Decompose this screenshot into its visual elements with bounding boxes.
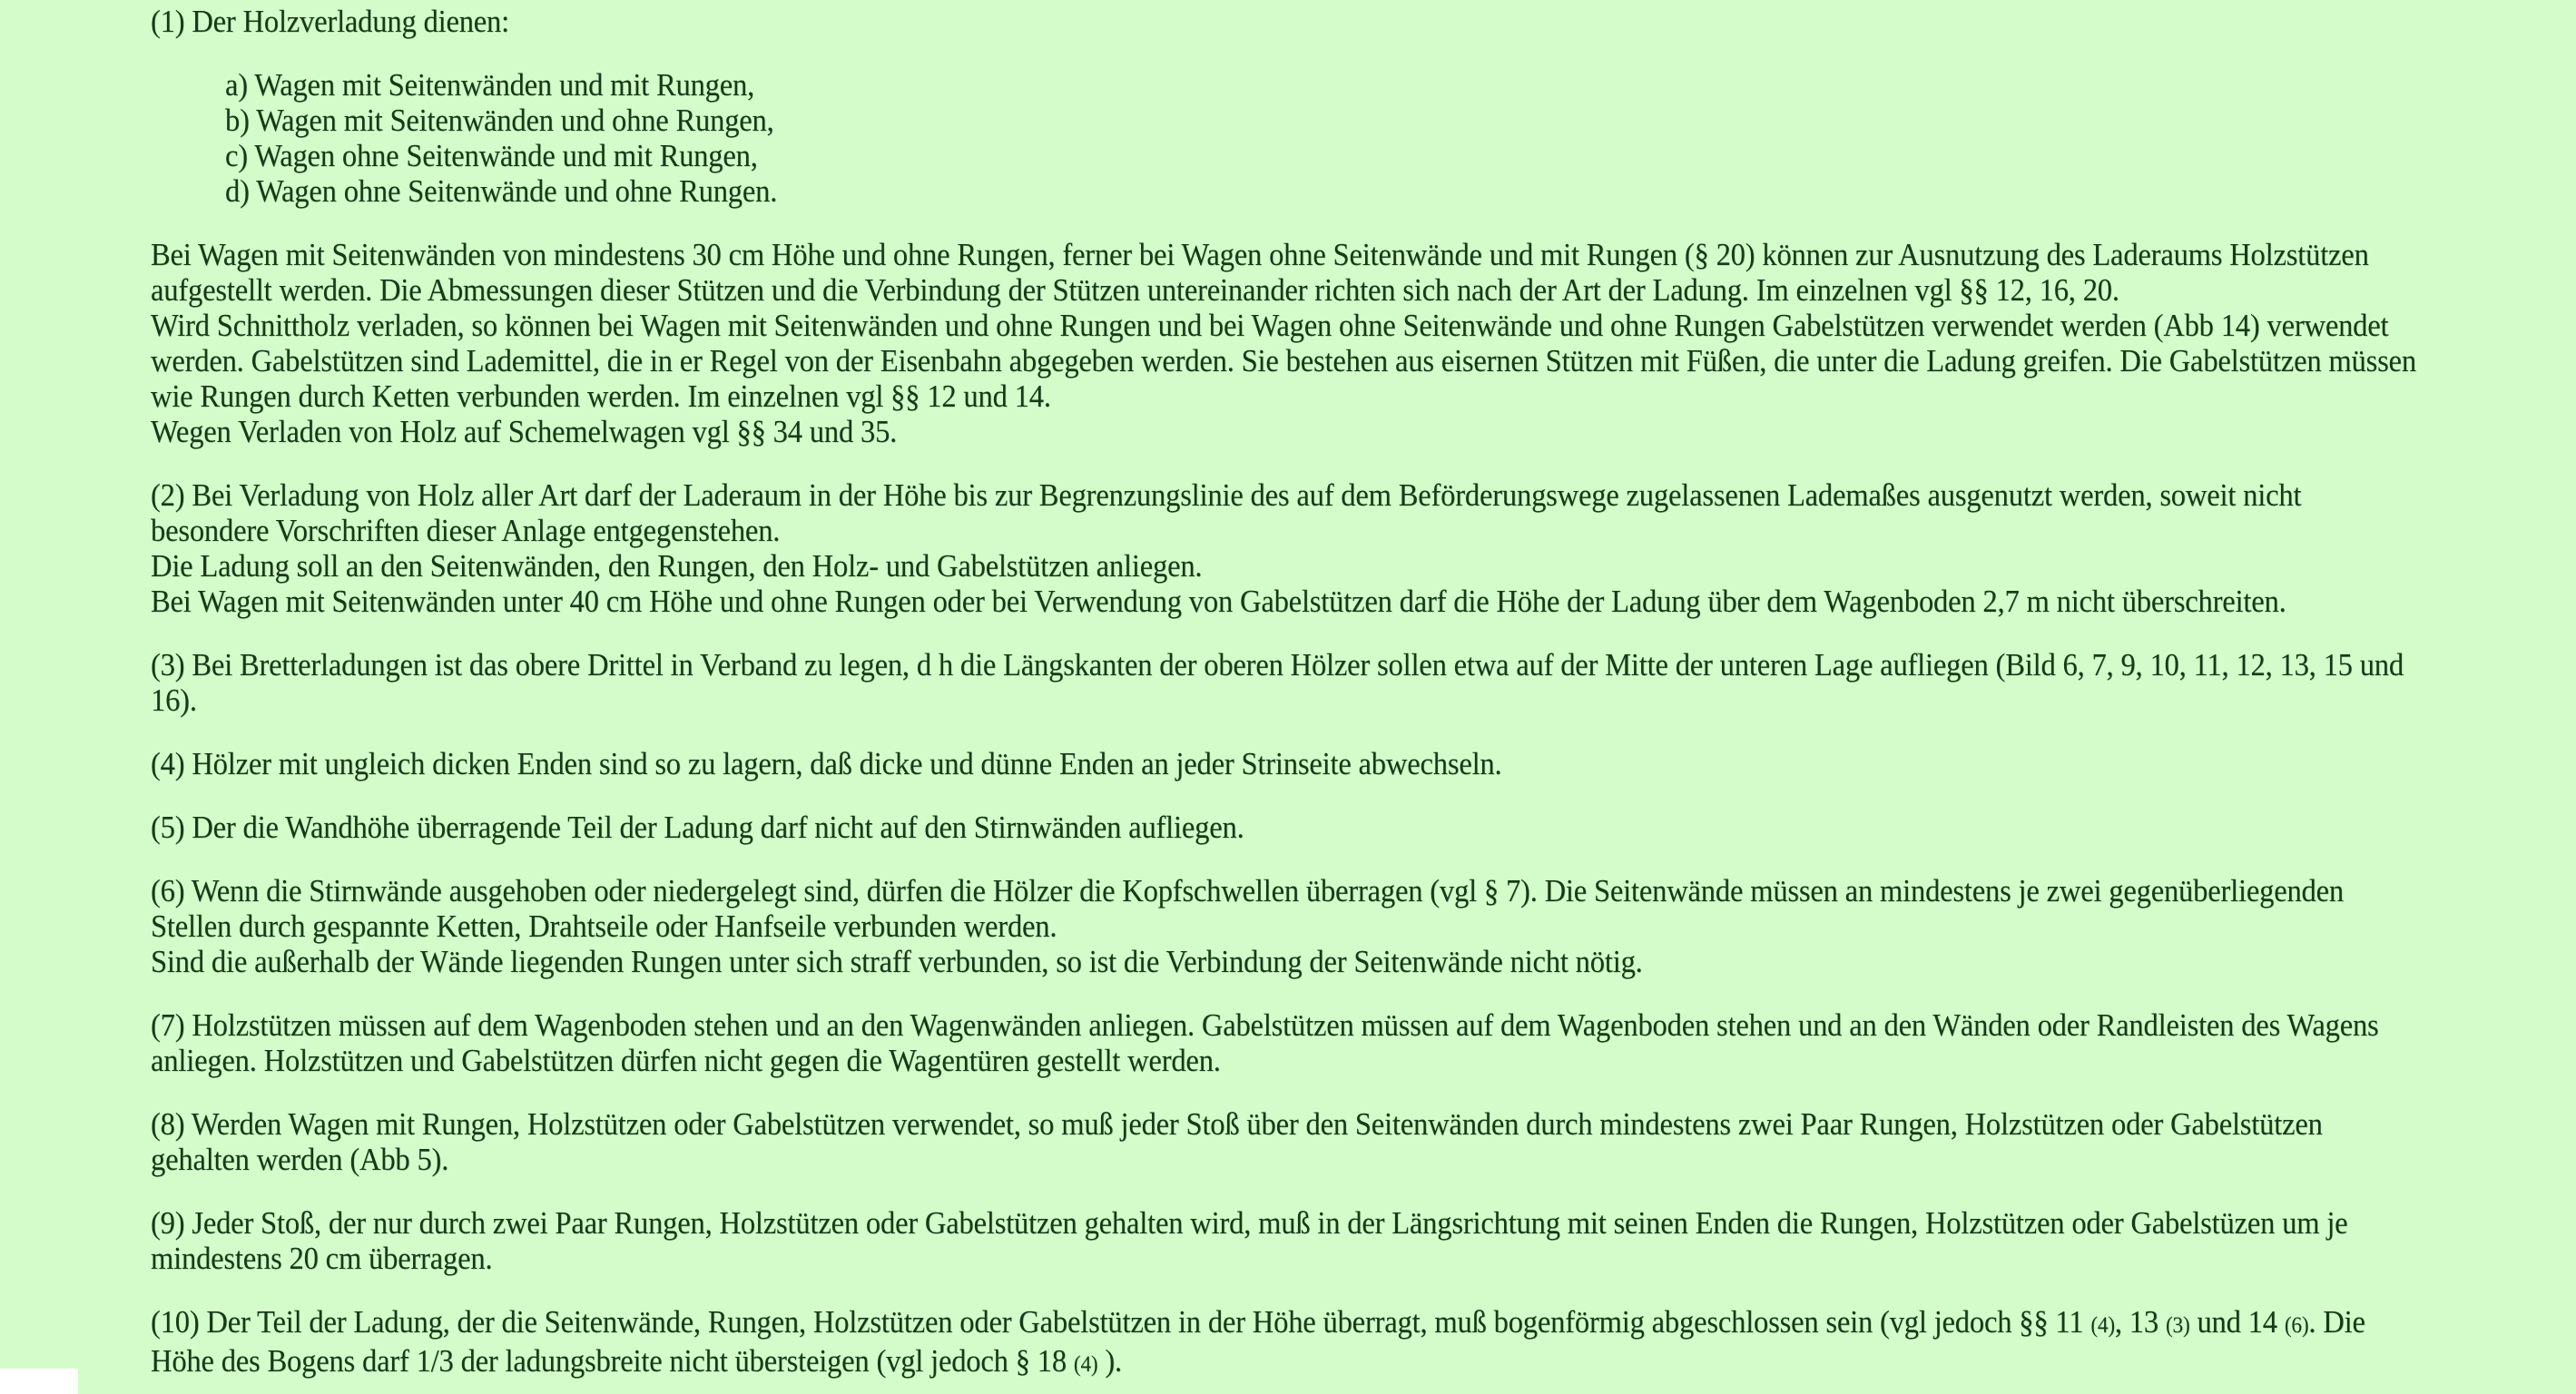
text-line [151,1142,2373,1177]
text-line [151,4,2373,39]
text-segment: (9) Jeder Stoß, der nur durch zwei Paar Rungen, Holzstützen oder Gabelstützen gehalten wird, muß in der Längsrichtung mit seinen Enden die Rungen, Holzstützen oder Gabelstüzen um je [151,1205,2348,1241]
text-segment: , 13 [2114,1304,2166,1340]
paragraph-7 [151,1007,2540,1078]
text-line [151,513,2373,548]
paragraph-8 [151,1106,2540,1177]
text-segment: Die Ladung soll an den Seitenwänden, den Rungen, den Holz- und Gabelstützen anliegen. [151,548,1203,584]
paragraph-1-body [151,237,2540,449]
paragraph-1-intro [151,4,2540,39]
text-segment: Bei Wagen mit Seitenwänden unter 40 cm Höhe und ohne Rungen oder bei Verwendung von Gabelstützen darf die Höhe der Ladung über dem Wagenboden 2,7 m nicht überschreiten. [151,584,2286,619]
text-line [151,308,2389,343]
paragraph-ref-small: (3) [2165,1313,2190,1338]
text-line [151,237,2373,272]
paragraph-ref-small: (6) [2284,1313,2309,1338]
text-segment: (6) Wenn die Stirnwände ausgehoben oder niedergelegt sind, dürfen die Hölzer die Kopfschwellen überragen (vgl § 7). Die Seitenwände müssen an mindestens je zwei gegenüberliegenden [151,873,2345,908]
text-line [151,810,2373,845]
text-segment: (7) Holzstützen müssen auf dem Wagenboden stehen und an den Wagenwänden anliegen. Gabelstützen müssen auf dem Wagenboden stehen und an den Wänden oder Randleisten des Wagens [151,1007,2379,1043]
paragraph-10 [151,1304,2540,1382]
text-line [151,548,2373,584]
text-segment: b) Wagen mit Seitenwänden und ohne Rungen, [225,103,774,138]
text-segment: Bei Wagen mit Seitenwänden von mindestens 30 cm Höhe und ohne Rungen, ferner bei Wagen ohne Seitenwände und mit Rungen (§ 20) können zur Ausnutzung des Laderaums Holzstützen [151,237,2369,272]
scan-edge-artifact [0,1369,78,1394]
text-segment: mindestens 20 cm überragen. [151,1241,493,1276]
text-line [151,343,2416,378]
text-line [151,477,2373,513]
paragraph-ref-small: (4) [2090,1313,2115,1338]
text-line [151,1343,2373,1382]
text-segment: (4) Hölzer mit ungleich dicken Enden sind so zu lagern, daß dicke und dünne Enden an jeder Strinseite abwechseln. [151,746,1502,781]
document-body [151,4,2540,1382]
text-segment: Höhe des Bogens darf 1/3 der ladungsbreite nicht übersteigen (vgl jedoch § 18 [151,1343,1074,1379]
text-line [151,1241,2373,1276]
text-segment: a) Wagen mit Seitenwänden und mit Rungen, [225,67,755,103]
text-segment: Sind die außerhalb der Wände liegenden Rungen unter sich straff verbunden, so ist die Verbindung der Seitenwände nicht nötig. [151,944,1643,979]
text-line [151,1205,2373,1241]
text-segment: aufgestellt werden. Die Abmessungen dieser Stützen und die Verbindung der Stützen untereinander richten sich nach der Art der Ladung. Im einzelnen vgl §§ 12, 16, 20. [151,272,2119,308]
text-line [151,746,2373,781]
paragraph-2 [151,477,2540,619]
text-segment: (5) Der die Wandhöhe überragende Teil der Ladung darf nicht auf den Stirnwänden aufliegen. [151,810,1244,845]
text-line [225,138,2378,173]
text-segment: ). [1097,1343,1123,1379]
text-segment: (8) Werden Wagen mit Rungen, Holzstützen oder Gabelstützen verwendet, so muß jeder Stoß über den Seitenwänden durch mindestens zwei Paar Rungen, Holzstützen oder Gabelstützen [151,1106,2323,1142]
text-segment: gehalten werden (Abb 5). [151,1142,449,1177]
text-segment: (2) Bei Verladung von Holz aller Art darf der Laderaum in der Höhe bis zur Begrenzungslinie des auf dem Beförderungswege zugelassenen Lademaßes ausgenutzt werden, soweit nicht [151,477,2302,513]
text-segment: Wegen Verladen von Holz auf Schemelwagen vgl §§ 34 und 35. [151,414,898,449]
text-line [151,584,2373,619]
text-segment: werden. Gabelstützen sind Lademittel, die in er Regel von der Eisenbahn abgegeben werden. Sie bestehen aus eisernen Stützen mit Füßen, die unter die Ladung greifen. Die Gabelstützen müssen [151,343,2416,378]
text-segment: c) Wagen ohne Seitenwände und mit Rungen, [225,138,758,173]
text-segment: anliegen. Holzstützen und Gabelstützen dürfen nicht gegen die Wagentüren gestellt werden. [151,1043,1221,1078]
text-line [151,1043,2373,1078]
text-line [151,272,2373,308]
text-segment: (1) Der Holzverladung dienen: [151,4,510,39]
paragraph-5 [151,810,2540,845]
text-line [151,1106,2373,1142]
text-line [225,103,2378,138]
paragraph-6 [151,873,2540,979]
text-segment: d) Wagen ohne Seitenwände und ohne Rungen. [225,173,778,209]
text-segment: 16). [151,682,197,718]
text-line [151,908,2373,944]
paragraph-9 [151,1205,2540,1276]
text-line [151,944,2373,979]
text-line [151,414,2373,449]
text-line [225,67,2378,103]
text-line [225,173,2378,209]
text-segment: (3) Bei Bretterladungen ist das obere Drittel in Verband zu legen, d h die Längskanten der oberen Hölzer sollen etwa auf der Mitte der unteren Lage aufliegen (Bild 6, 7, 9, 10, 11, 12, 13, 15 und [151,647,2404,682]
text-line [151,378,2373,414]
text-segment: (10) Der Teil der Ladung, der die Seitenwände, Rungen, Holzstützen oder Gabelstützen in der Höhe überragt, muß bogenförmig abgeschlossen sein (vgl jedoch §§ 11 [151,1304,2091,1340]
paragraph-ref-small: (4) [1073,1352,1098,1377]
text-line [151,647,2404,682]
text-line [151,1007,2379,1043]
text-segment: Wird Schnittholz verladen, so können bei Wagen mit Seitenwänden und ohne Rungen und bei Wagen ohne Seitenwände und ohne Rungen Gabelstützen verwendet werden (Abb 14) verwendet [151,308,2389,343]
text-segment: besondere Vorschriften dieser Anlage entgegenstehen. [151,513,781,548]
wagen-typen-list [151,67,2540,209]
text-line [151,873,2373,908]
paragraph-3 [151,647,2540,718]
text-line [151,1304,2373,1343]
text-segment: . Die [2308,1304,2365,1340]
text-line [151,682,2373,718]
text-segment: wie Rungen durch Ketten verbunden werden. Im einzelnen vgl §§ 12 und 14. [151,378,1051,414]
text-segment: Stellen durch gespannte Ketten, Drahtseile oder Hanfseile verbunden werden. [151,908,1057,944]
text-segment: und 14 [2189,1304,2285,1340]
paragraph-4 [151,746,2540,781]
